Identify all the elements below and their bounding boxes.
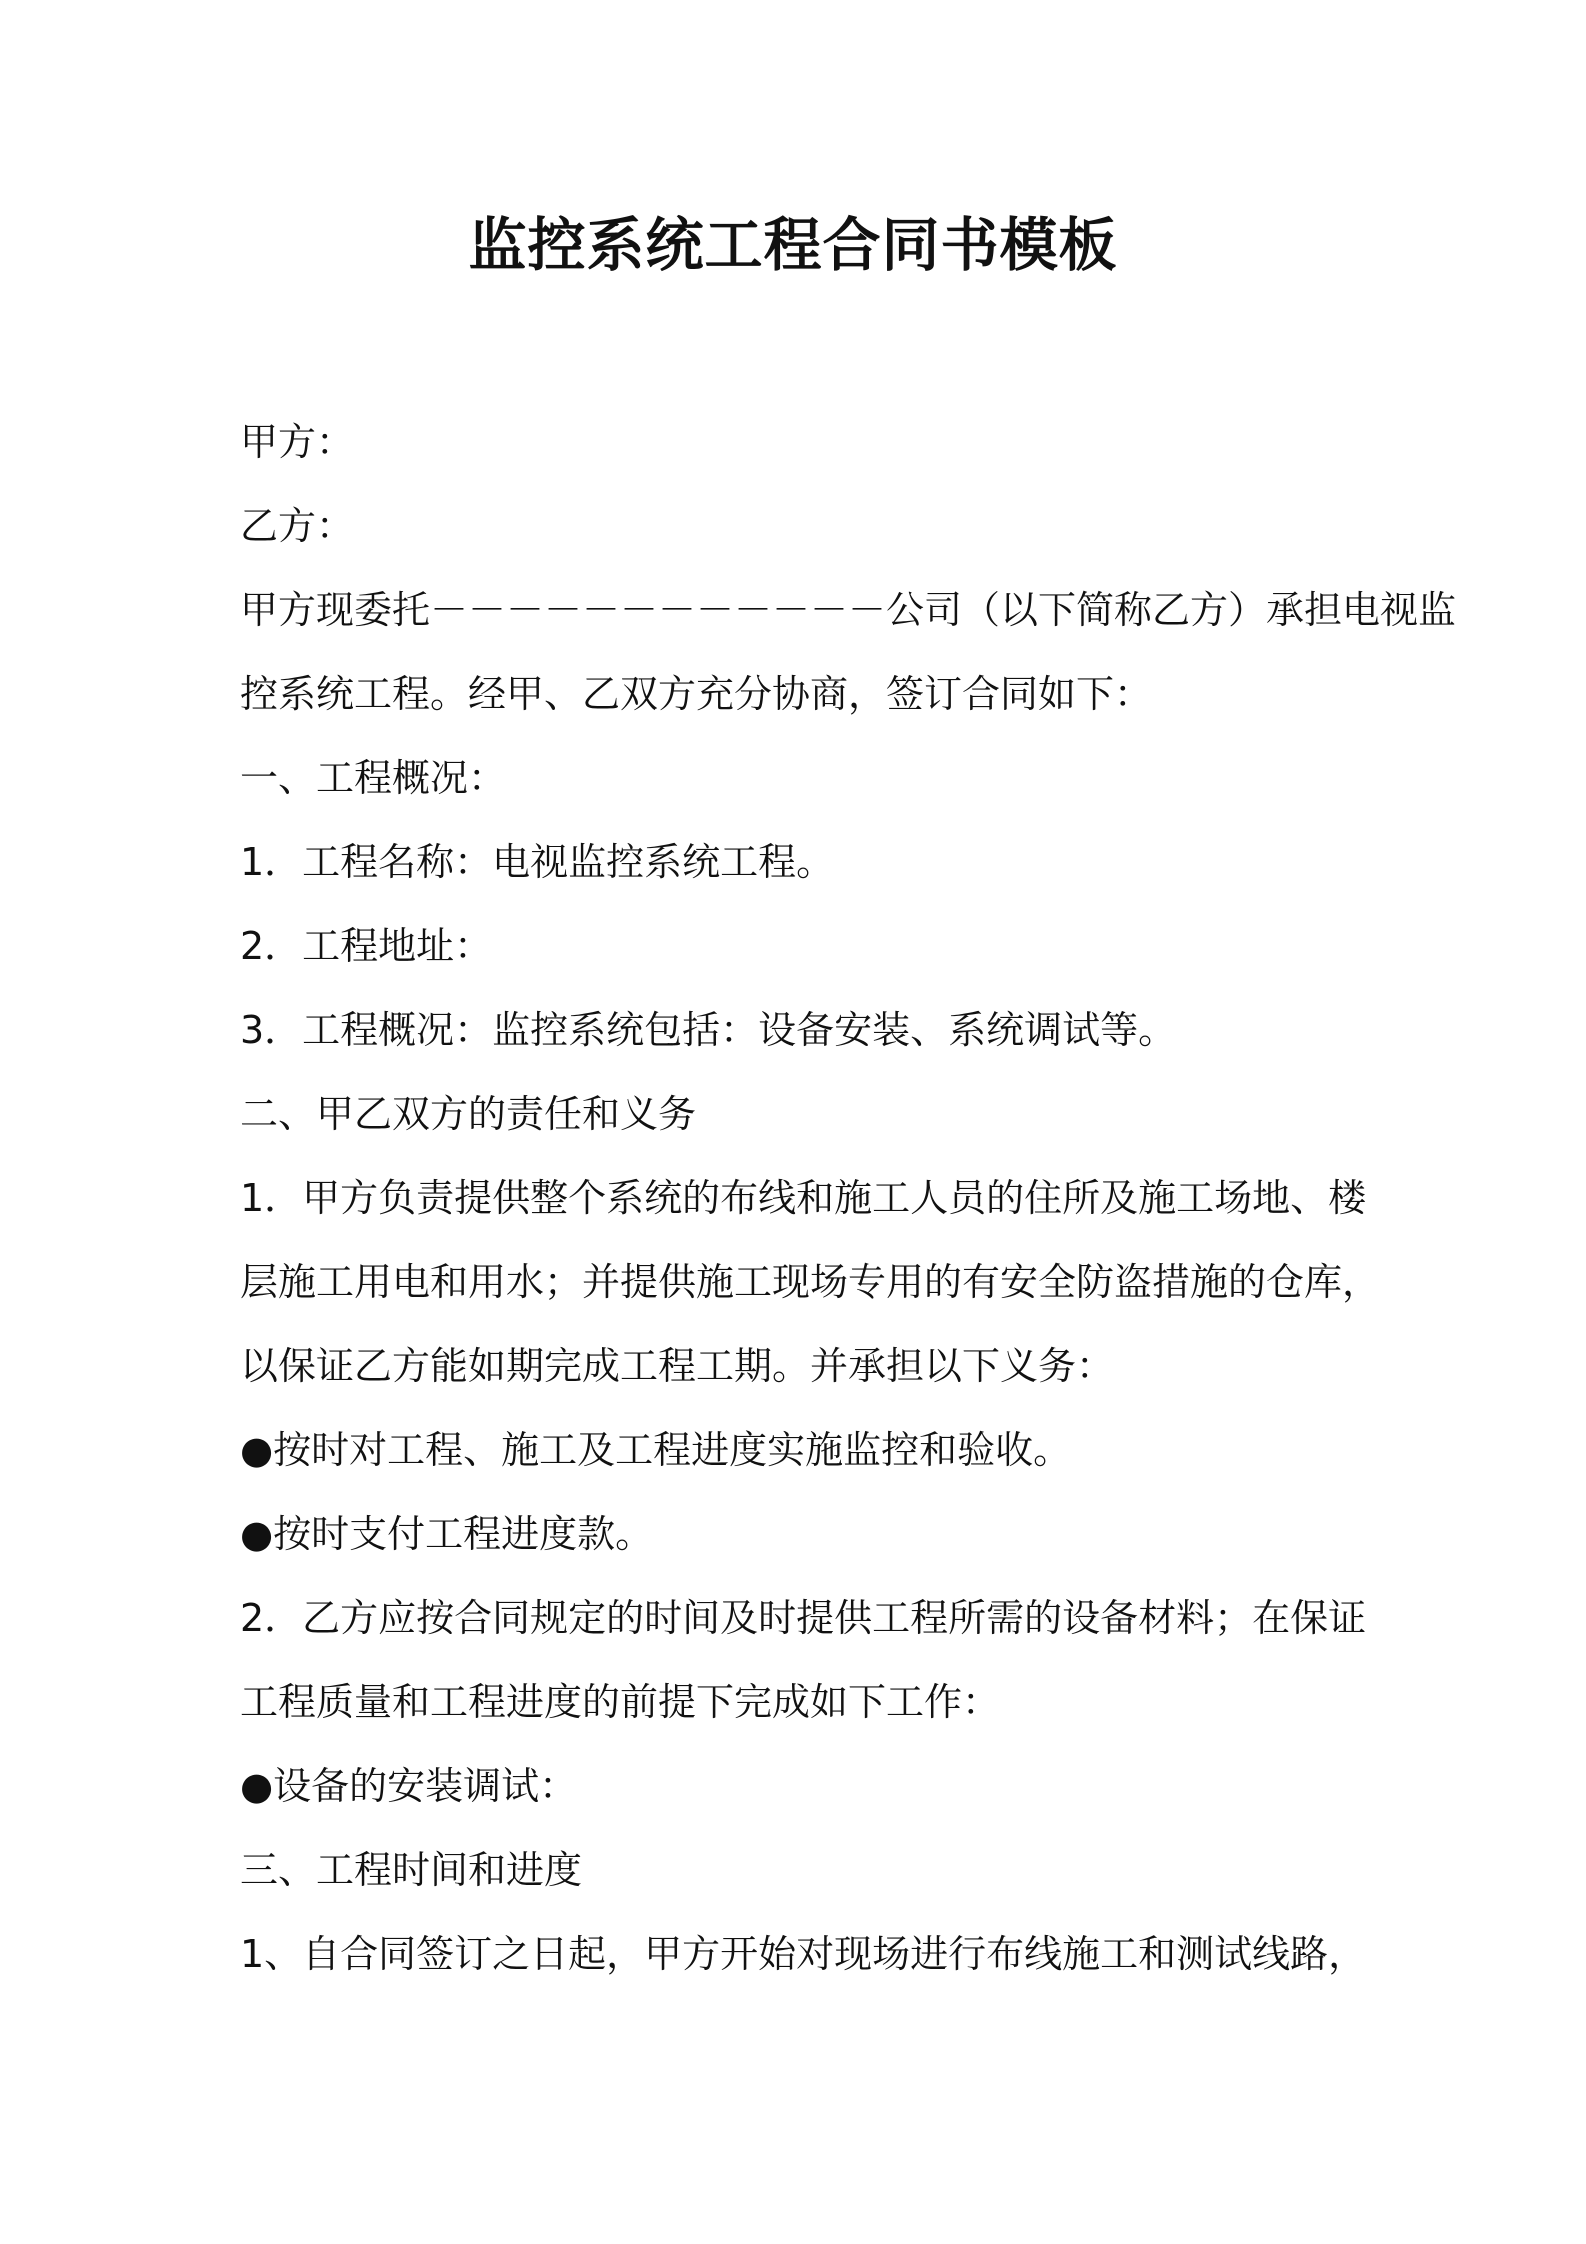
- bullet-item: ●按时对工程、施工及工程进度实施监控和验收。: [240, 1428, 1072, 1472]
- paragraph-line: 甲方现委托－－－－－－－－－－－－公司（以下简称乙方）承担电视监: [240, 588, 1457, 632]
- section-heading: 一、工程概况：: [240, 756, 507, 800]
- paragraph-line: 1．甲方负责提供整个系统的布线和施工人员的住所及施工场地、楼: [240, 1176, 1367, 1220]
- paragraph-line: 以保证乙方能如期完成工程工期。并承担以下义务：: [240, 1344, 1115, 1388]
- list-item: 2．工程地址：: [240, 924, 493, 968]
- bullet-item: ●设备的安装调试：: [240, 1764, 578, 1808]
- list-item: 3．工程概况：监控系统包括：设备安装、系统调试等。: [240, 1008, 1177, 1052]
- bullet-item: ●按时支付工程进度款。: [240, 1512, 654, 1556]
- paragraph-line: 控系统工程。经甲、乙双方充分协商，签订合同如下：: [240, 672, 1153, 716]
- paragraph-line: 层施工用电和用水；并提供施工现场专用的有安全防盗措施的仓库，: [240, 1260, 1381, 1304]
- paragraph-line: 2．乙方应按合同规定的时间及时提供工程所需的设备材料；在保证: [240, 1596, 1367, 1640]
- paragraph-line: 1、自合同签订之日起，甲方开始对现场进行布线施工和测试线路，: [240, 1932, 1367, 1976]
- list-item: 1．工程名称：电视监控系统工程。: [240, 840, 835, 884]
- document-title: 监控系统工程合同书模板: [468, 211, 1118, 279]
- document-body: [240, 400, 1457, 1996]
- section-heading: 三、工程时间和进度: [240, 1848, 583, 1892]
- party-b-line: 乙方：: [240, 504, 355, 548]
- section-heading: 二、甲乙双方的责任和义务: [240, 1092, 697, 1136]
- paragraph-line: 工程质量和工程进度的前提下完成如下工作：: [240, 1680, 1001, 1724]
- party-a-line: 甲方：: [240, 420, 355, 464]
